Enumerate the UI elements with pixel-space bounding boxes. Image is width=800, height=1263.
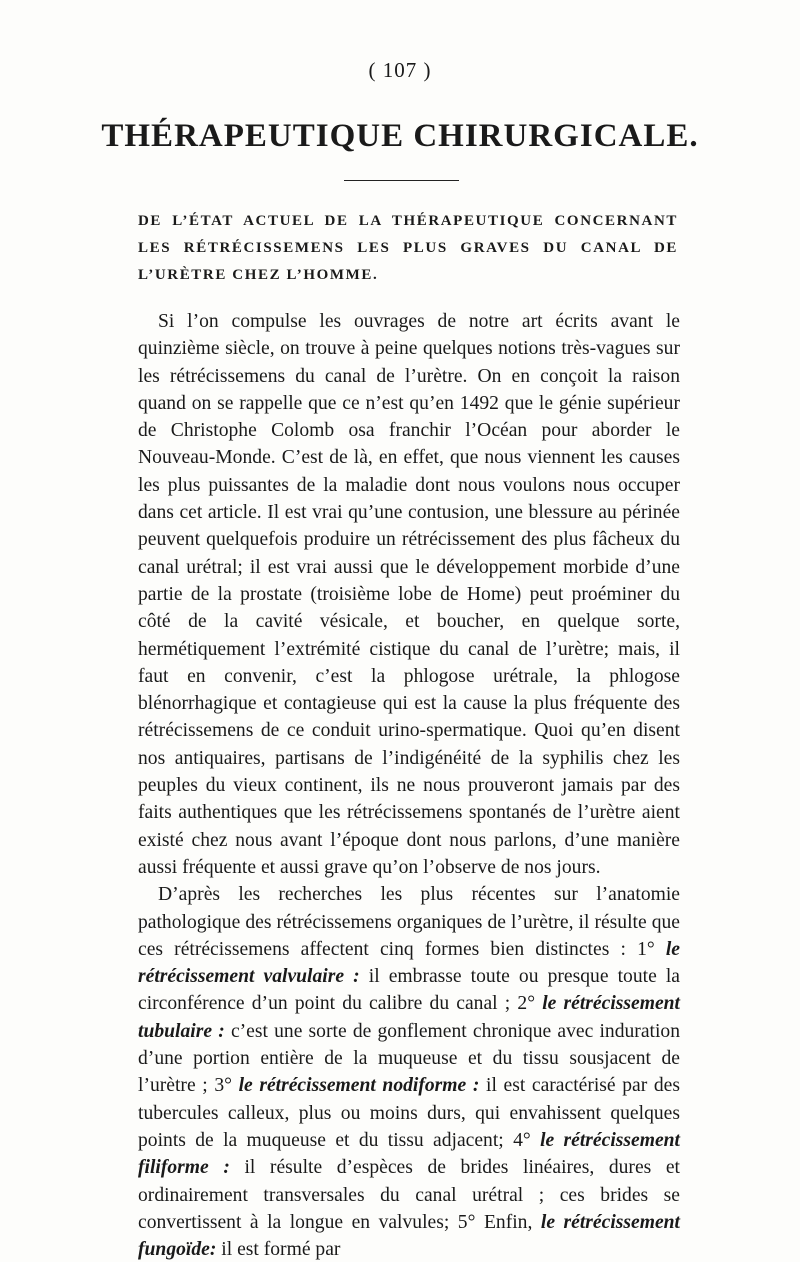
paragraph-2-text: il est caractérisé par des tubercules calleux, plus ou moins durs, qui envahissent quelques points de la muqueuse et du tissu adjacent; 4° <box>138 1075 680 1151</box>
title-divider <box>344 180 459 181</box>
paragraph-2-text: D’après les recherches les plus récentes sur l’anatomie pathologique des rétrécissemens organiques de l’urètre, il résulte que ces rétrécissemens affectent cinq formes bien distinctes : 1° <box>138 884 680 960</box>
term-tubulaire: le rétrécissement tubulaire : <box>138 993 680 1042</box>
section-heading: DE L’ÉTAT ACTUEL DE LA THÉRAPEUTIQUE CONCERNANT LES RÉTRÉCISSEMENS LES PLUS GRAVES DU CANAL DE L’URÈTRE CHEZ L’HOMME. <box>138 213 678 283</box>
paragraph-2-text: c’est une sorte de gonflement chronique avec induration d’une portion entière de la muqueuse et du tissu sousjacent de l’urètre ; 3° <box>138 1020 681 1097</box>
paragraph-2-text: il embrasse toute ou presque toute la circonférence d’un point du calibre du canal ; 2° <box>138 966 680 1015</box>
paragraph-2 <box>138 881 680 1263</box>
term-fungoide: le rétrécissement fungoïde: <box>138 1211 680 1261</box>
paragraph-2-text: il est formé par <box>221 1239 341 1261</box>
term-valvulaire: le rétrécissement valvulaire : <box>138 938 680 988</box>
term-filiforme: le rétrécissement filiforme : <box>138 1129 680 1179</box>
paragraph-1: Si l’on compulse les ouvrages de notre art écrits avant le quinzième siècle, on trouve à peine quelques notions très-vagues sur les rétrécissemens du canal de l’urètre. On en conçoit la raison quand on se rappelle que ce n’est qu’en 1492 que le génie supérieur de Christophe Colomb osa franchir l’Océan pour aborder le Nouveau-Monde. C’est de là, en effet, que nous viennent les causes les plus puissantes de la maladie dont nous voulons nous occuper dans cet article. Il est vrai qu’une contusion, une blessure au périnée peuvent quelquefois produire un rétrécissement des plus fâcheux du canal urétral; il est vrai aussi que le développement morbide d’une partie de la prostate (troisième lobe de Home) peut proéminer du côté de la cavité vésicale, et boucher, en quelque sorte, hermétiquement l’extrémité cistique du canal de l’urètre; mais, il faut en convenir, c’est la phlogose urétrale, la phlogose blénorrhagique et contagieuse qui est la cause la plus fréquente des rétrécissemens de ce conduit urino-spermatique. Quoi qu’en disent nos antiquaires, partisans de l’indigénéité de la syphilis chez les peuples du vieux continent, ils ne nous prouveront jamais par des faits authentiques que les rétrécissemens spontanés de l’urètre aient existé chez nous avant l’époque dont nous parlons, d’une manière aussi fréquente et aussi grave qu’on l’observe de nos jours. <box>138 311 680 878</box>
paragraph-2-text: il résulte d’espèces de brides linéaires, dures et ordinairement transversales du canal urétral ; ces brides se convertissent à la longue en valvules; 5° Enfin, <box>138 1157 681 1233</box>
page-number: ( 107 ) <box>368 58 432 82</box>
page-title: THÉRAPEUTIQUE CHIRURGICALE. <box>101 118 699 154</box>
term-nodiforme: le rétrécissement nodiforme : <box>238 1075 480 1097</box>
body-text <box>138 308 680 1263</box>
